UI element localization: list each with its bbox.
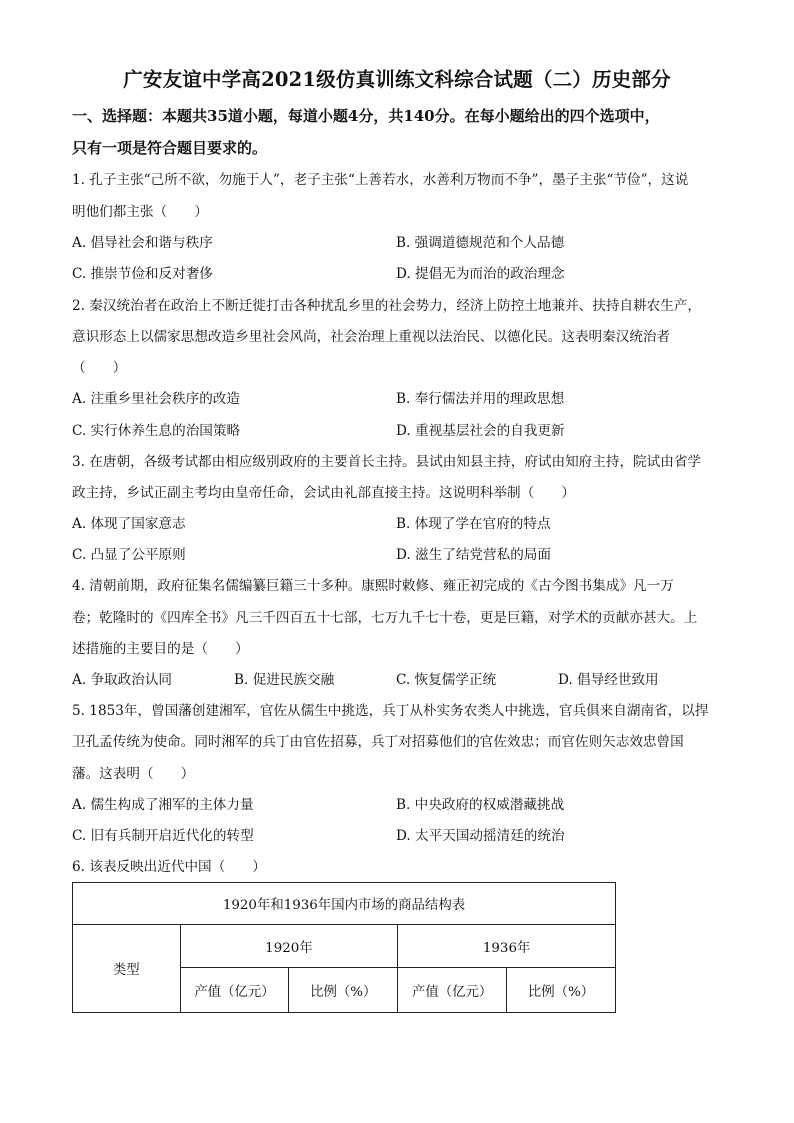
option-c: C. 实行休养生息的治国策略 [72,423,241,439]
table-header-year-1936: 1936年 [398,925,616,968]
option-a: A. 争取政治认同 [72,672,173,688]
section-heading-line-1: 一、选择题：本题共35道小题，每道小题4分，共140分。在每小题给出的四个选项中， [72,107,660,125]
option-c: C. 凸显了公平原则 [72,547,186,563]
option-d: D. 倡导经世致用 [558,672,659,688]
option-c: C. 推崇节俭和反对奢侈 [72,266,213,282]
option-d: D. 滋生了结党营私的局面 [396,547,551,563]
section-heading-line-2: 只有一项是符合题目要求的。 [72,139,268,157]
option-a: A. 体现了国家意志 [72,516,186,532]
question-text-line: 2. 秦汉统治者在政治上不断迁徙打击各种扰乱乡里的社会势力，经济上防控土地兼并、扶持自耕农生产， [72,298,702,314]
option-a: A. 倡导社会和谐与秩序 [72,235,213,251]
question-text-line: 述措施的主要目的是（ ） [72,641,249,657]
question-text-line: 意识形态上以儒家思想改造乡里社会风尚，社会治理上重视以法治民、以德化民。这表明秦汉统治者 [72,329,671,345]
question-text-line: 3. 在唐朝，各级考试都由相应级别政府的主要首长主持。县试由知县主持，府试由知府主持，院试由省学 [72,454,702,470]
question-text-line: 4. 清朝前期，政府征集名儒编纂巨籍三十多种。康熙时敕修、雍正初完成的《古今图书集成》凡一万 [72,578,674,594]
question-text-line: 5. 1853年，曾国藩创建湘军，官佐从儒生中挑选，兵丁从朴实务农类人中挑选，官兵俱来自湖南省，以捍 [72,703,709,719]
question-text-line: 明他们都主张（ ） [72,204,208,220]
table-header-year-1920: 1920年 [180,925,398,968]
table-header-value-1936: 产值（亿元） [398,968,507,1013]
option-d: D. 太平天国动摇清廷的统治 [396,828,565,844]
option-d: D. 重视基层社会的自我更新 [396,423,565,439]
option-a: A. 儒生构成了湘军的主体力量 [72,797,254,813]
table-header-value-1920: 产值（亿元） [180,968,289,1013]
question-text-line: 卷；乾隆时的《四库全书》凡三千四百五十七部，七万九千七十卷，更是巨籍，对学术的贡献亦甚大。上 [72,610,698,626]
question-text-line: 藩。这表明（ ） [72,766,195,782]
table-caption: 1920年和1936年国内市场的商品结构表 [73,883,616,925]
question-text-line: 政主持，乡试正副主考均由皇帝任命，会试由礼部直接主持。这说明科举制（ ） [72,485,575,501]
option-b: B. 体现了学在官府的特点 [396,516,551,532]
question-text-line: 6. 该表反映出近代中国（ ） [72,859,267,875]
option-b: B. 中央政府的权威潜藏挑战 [396,797,565,813]
page-title: 广安友谊中学高2021级仿真训练文科综合试题（二）历史部分 [123,68,671,91]
option-b: B. 促进民族交融 [234,672,335,688]
option-a: A. 注重乡里社会秩序的改造 [72,391,240,407]
table-header-ratio-1920: 比例（%） [289,968,398,1013]
question-text-line: 1. 孔子主张“己所不欲，勿施于人”，老子主张“上善若水，水善利万物而不争”，墨子主张“节俭”，这说 [72,172,689,188]
table-header-ratio-1936: 比例（%） [507,968,616,1013]
question-text-line: 卫孔孟传统为使命。同时湘军的兵丁由官佐招募，兵丁对招募他们的官佐效忠；而官佐则矢志效忠曾国 [72,734,684,750]
option-d: D. 提倡无为而治的政治理念 [396,266,565,282]
commodity-structure-table [72,882,616,1013]
table-header-type: 类型 [73,925,181,1013]
option-b: B. 强调道德规范和个人品德 [396,235,565,251]
option-b: B. 奉行儒法并用的理政思想 [396,391,565,407]
option-c: C. 旧有兵制开启近代化的转型 [72,828,254,844]
option-c: C. 恢复儒学正统 [396,672,497,688]
question-text-line: （ ） [72,360,127,376]
